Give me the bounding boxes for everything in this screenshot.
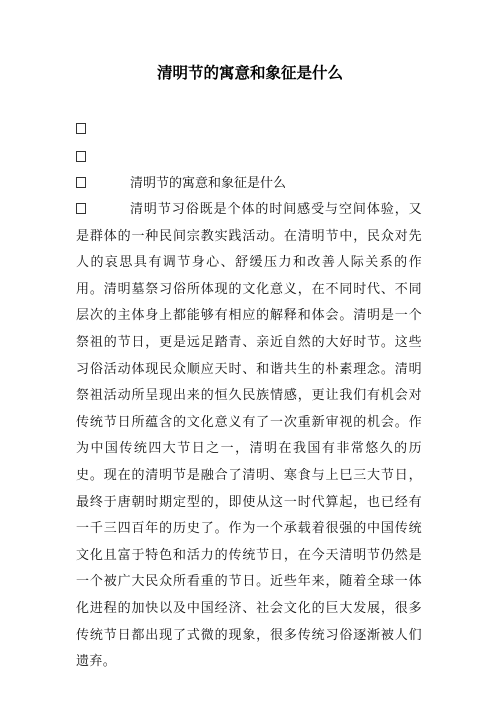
checkbox-icon [76,177,86,188]
heading-list-item [76,172,376,196]
body-paragraph: 清明节习俗既是个体的时间感受与空间体验，又是群体的一种民间宗教实践活动。在清明节中，民众对先人的哀思具有调节身心、舒缓压力和改善人际关系的作用。清明墓祭习俗所体现的文化意义，在不同时代、不同层次的主体身上都能够有相应的解释和体会。清明是一个祭祖的节日，更是远足踏青、亲近自然的大好时节。这些习俗活动体现民众顺应天时、和谐共生的朴素理念。清明祭祖活动所呈现出来的恒久民族情感，更让我们有机会对传统节日所蕴含的文化意义有了一次重新审视的机会。作为中国传统四大节日之一，清明在我国有非常悠久的历史。现在的清明节是融合了清明、寒食与上巳三大节日，最终于唐朝时期定型的，即使从这一时代算起，也已经有一千三四百年的历史了。作为一个承载着很强的中国传统文化且富于特色和活力的传统节日，在今天清明节仍然是一个被广大民众所看重的节日。近些年来，随着全球一体化进程的加快以及中国经济、社会文化的巨大发展，很多传统节日都出现了式微的现象，很多传统习俗逐渐被人们遗弃。 [76,202,422,670]
document-title: 清明节的寓意和象征是什么 [156,64,343,82]
checkbox-icon [76,151,86,162]
empty-list-item [76,146,86,170]
checkbox-icon [76,123,86,134]
empty-list-item [76,118,86,142]
section-heading: 清明节的寓意和象征是什么 [130,176,287,191]
